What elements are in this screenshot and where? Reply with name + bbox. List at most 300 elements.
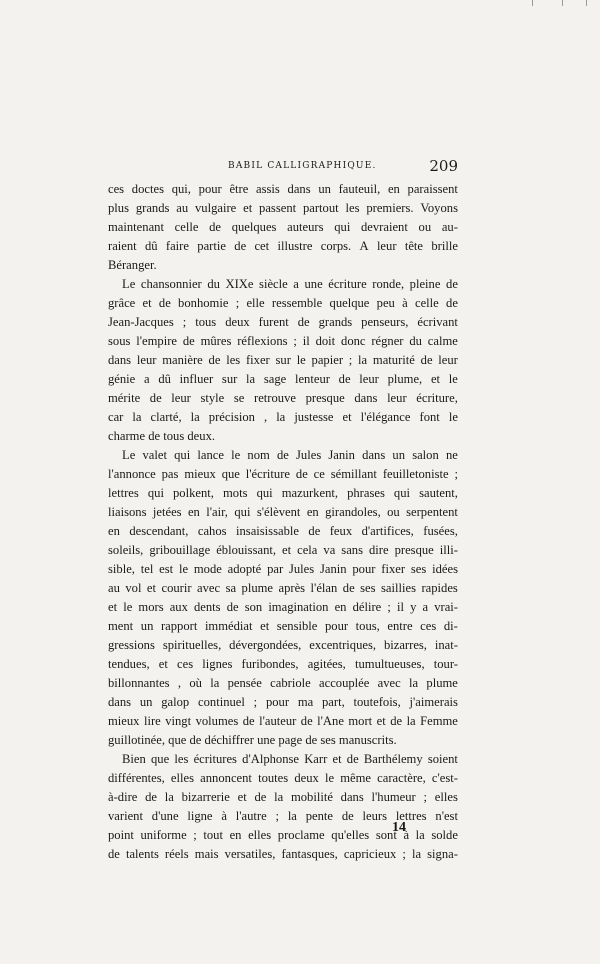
word: une	[304, 277, 323, 291]
word: même	[340, 771, 372, 785]
word: de	[297, 315, 310, 329]
word: sur	[221, 372, 238, 386]
word: dans	[287, 182, 311, 196]
word: toutes	[258, 771, 289, 785]
word: dans	[108, 695, 132, 709]
word: spirituelles,	[162, 638, 222, 652]
word: auteurs	[287, 220, 324, 234]
word: lignes	[202, 657, 233, 671]
word: qui	[256, 486, 273, 500]
word: solde	[431, 828, 458, 842]
word: tumultueuses,	[354, 657, 425, 671]
word: pas	[161, 467, 179, 481]
word: génie	[108, 372, 136, 386]
word: délire	[352, 600, 382, 614]
word: font	[419, 410, 440, 424]
word: immédiat	[204, 619, 253, 633]
word: salon	[412, 448, 439, 462]
body-text	[108, 180, 458, 864]
word: presque	[394, 543, 434, 557]
text-line	[108, 636, 458, 655]
word: justesse	[294, 410, 334, 424]
word: dans	[108, 353, 132, 367]
word: le	[324, 771, 335, 785]
word: de	[446, 277, 458, 291]
word: bonhomie	[178, 296, 229, 310]
word: signa-	[427, 847, 458, 861]
word: l'élégance	[360, 410, 411, 424]
word: donc	[341, 334, 366, 348]
word: se	[233, 391, 245, 405]
text-line	[108, 617, 458, 636]
word: ressemble	[271, 296, 323, 310]
word: jetées	[152, 505, 182, 519]
word: Le	[122, 277, 136, 291]
word: assis	[256, 182, 280, 196]
word: de	[145, 790, 158, 804]
word: qui,	[171, 182, 191, 196]
word: car	[108, 410, 124, 424]
word: ;	[454, 467, 458, 481]
word: ;	[348, 353, 353, 367]
word: paraissent	[407, 182, 458, 196]
word: cahos	[197, 524, 227, 538]
word: en	[187, 505, 200, 519]
word: dire	[369, 543, 389, 557]
word: vingt	[165, 714, 192, 728]
word: plume	[241, 581, 274, 595]
word: a	[293, 277, 299, 291]
word: par	[267, 562, 284, 576]
text-line	[108, 769, 458, 788]
word: éblouissant,	[216, 543, 277, 557]
word: la	[246, 372, 256, 386]
text-line	[108, 275, 458, 294]
word: polkent,	[173, 486, 214, 500]
word: vol	[125, 581, 142, 595]
word: elle	[246, 296, 265, 310]
word: tête	[404, 239, 424, 253]
word: en	[108, 524, 120, 538]
word: serpentent	[406, 505, 458, 519]
word: où	[189, 676, 202, 690]
text-line	[108, 541, 458, 560]
text-line-content: Béranger.	[108, 258, 157, 272]
word: aux	[169, 600, 188, 614]
word: sur	[275, 353, 291, 367]
text-line	[108, 522, 458, 541]
word: bizarres,	[383, 638, 427, 652]
word: pour	[265, 695, 290, 709]
word: phrases	[347, 486, 385, 500]
text-line	[108, 446, 458, 465]
word: capricieux	[343, 847, 397, 861]
word: ligne	[187, 809, 213, 823]
word: mode	[193, 562, 222, 576]
word: A	[359, 239, 369, 253]
word: son	[244, 600, 263, 614]
word: qui	[174, 448, 191, 462]
word: tous	[195, 315, 217, 329]
word: furent	[258, 315, 289, 329]
text-line	[108, 503, 458, 522]
word: ;	[253, 695, 258, 709]
word: leur	[171, 391, 191, 405]
word: à-dire	[108, 790, 138, 804]
word: pente	[305, 809, 333, 823]
word: passent	[259, 201, 297, 215]
text-line	[108, 598, 458, 617]
word: deux	[294, 771, 319, 785]
word: un	[139, 695, 153, 709]
word: différentes,	[108, 771, 165, 785]
word: le	[296, 353, 306, 367]
word: est	[159, 562, 174, 576]
word: leur	[387, 391, 407, 405]
word: de	[276, 448, 289, 462]
text-line	[108, 332, 458, 351]
word: ;	[423, 790, 428, 804]
word: le	[448, 410, 458, 424]
word: de	[182, 334, 195, 348]
word: de	[308, 524, 321, 538]
word: Femme	[420, 714, 458, 728]
word: d'Alphonse	[242, 752, 299, 766]
word: à	[403, 828, 410, 842]
text-line	[108, 845, 458, 864]
word: style	[200, 391, 225, 405]
word: maturité	[372, 353, 415, 367]
word: l'Ane	[317, 714, 344, 728]
word: la	[132, 410, 142, 424]
word: ;	[275, 809, 279, 823]
word: saillies	[381, 581, 416, 595]
word: en	[334, 600, 347, 614]
word: la	[210, 676, 220, 690]
word: à	[402, 296, 408, 310]
word: Jules	[296, 448, 322, 462]
word: la	[415, 828, 425, 842]
scan-mark	[586, 0, 587, 6]
text-line	[108, 427, 458, 446]
scan-mark	[562, 0, 563, 6]
word: corps.	[320, 239, 352, 253]
word: Le	[122, 448, 136, 462]
word: d'artifices,	[361, 524, 414, 538]
word: sa	[225, 581, 237, 595]
word: fauteuil,	[338, 182, 381, 196]
word: sémillant	[330, 467, 377, 481]
word: écriture	[328, 277, 367, 291]
word: l'écriture	[245, 467, 290, 481]
text-line	[108, 484, 458, 503]
word: et	[342, 410, 352, 424]
word: manière	[162, 353, 203, 367]
word: fixer	[381, 562, 406, 576]
text-line	[108, 370, 458, 389]
word: plume	[426, 676, 458, 690]
word: et	[260, 619, 270, 633]
word: leur	[136, 353, 157, 367]
word: être	[229, 182, 249, 196]
word: ou	[387, 505, 400, 519]
word: Voyons	[420, 201, 458, 215]
word: la	[190, 410, 200, 424]
word: cabriole	[270, 676, 311, 690]
word: pour	[324, 619, 349, 633]
text-line	[108, 465, 458, 484]
word: ses	[410, 562, 427, 576]
word: la	[164, 790, 174, 804]
word: mazurkent,	[281, 486, 339, 500]
word: l'annonce	[108, 467, 156, 481]
word: et	[376, 714, 386, 728]
word: mais	[194, 847, 219, 861]
word: en	[306, 505, 319, 519]
word: précision	[208, 410, 255, 424]
word: fusées,	[423, 524, 458, 538]
word: celle	[174, 220, 199, 234]
word: grands	[318, 315, 353, 329]
word: ;	[193, 828, 197, 842]
word: billonnantes	[108, 676, 170, 690]
word: mors	[138, 600, 164, 614]
word: toutefois,	[353, 695, 401, 709]
word: du	[207, 277, 220, 291]
word: sible,	[108, 562, 135, 576]
word: leur	[376, 239, 397, 253]
word: courir	[161, 581, 192, 595]
word: versatiles,	[224, 847, 276, 861]
word: la	[406, 714, 416, 728]
word: dû	[144, 239, 158, 253]
word: imagination	[268, 600, 329, 614]
word: brille	[431, 239, 458, 253]
word: tout	[203, 828, 223, 842]
word: pour	[352, 562, 376, 576]
word: agitées,	[307, 657, 346, 671]
word: s'élèvent	[256, 505, 301, 519]
text-line	[108, 237, 458, 256]
word: l'humeur	[371, 790, 416, 804]
text-line	[108, 560, 458, 579]
word: la	[274, 790, 284, 804]
word: rapides	[421, 581, 458, 595]
word: et	[430, 372, 441, 386]
word: et	[108, 600, 118, 614]
word: leurs	[362, 809, 387, 823]
word: de	[254, 790, 267, 804]
word: un	[140, 619, 154, 633]
word: de	[300, 714, 313, 728]
word: de	[295, 467, 308, 481]
word: liaisons	[108, 505, 147, 519]
word: de	[209, 220, 221, 234]
word: illi-	[439, 543, 458, 557]
word: lenteur	[294, 372, 330, 386]
word: peu	[376, 296, 395, 310]
word: Jean-Jacques	[108, 315, 174, 329]
word: au	[176, 201, 189, 215]
text-line	[108, 693, 458, 712]
word: fantasques,	[281, 847, 338, 861]
word: plume,	[387, 372, 423, 386]
word: l'air,	[206, 505, 228, 519]
word: et	[332, 752, 342, 766]
word: pleine	[409, 277, 441, 291]
word: rapport	[160, 619, 198, 633]
word: le	[178, 562, 189, 576]
word: siècle	[259, 277, 288, 291]
word: mérite	[108, 391, 141, 405]
word: Karr	[304, 752, 328, 766]
word: mots	[223, 486, 248, 500]
word: écrivant	[417, 315, 458, 329]
word: de	[149, 391, 162, 405]
word: adopté	[227, 562, 262, 576]
word: ment	[108, 619, 134, 633]
word: qui	[234, 505, 251, 519]
word: a	[144, 372, 150, 386]
word: gressions	[108, 638, 155, 652]
word: avec	[197, 581, 221, 595]
word: a	[422, 600, 429, 614]
word: de	[234, 239, 247, 253]
word: la	[358, 353, 368, 367]
word: de	[226, 600, 239, 614]
word: raient	[108, 239, 137, 253]
word: c'est-	[431, 771, 458, 785]
word: grâce	[108, 296, 136, 310]
word: un	[318, 182, 331, 196]
word: réels	[164, 847, 189, 861]
word: papier	[311, 353, 344, 367]
word: les	[345, 201, 360, 215]
word: doctes	[131, 182, 164, 196]
word: mobilité	[290, 790, 333, 804]
word: du	[409, 334, 422, 348]
word: ne	[445, 448, 458, 462]
word: ces	[177, 657, 194, 671]
word: illustre	[277, 239, 313, 253]
word: ,	[177, 676, 182, 690]
word: pour	[198, 182, 222, 196]
word: elles	[434, 790, 458, 804]
signature-mark: 14	[392, 820, 406, 835]
word: talents	[125, 847, 159, 861]
word: l'élan	[310, 581, 338, 595]
word: il	[396, 600, 404, 614]
word: celle	[414, 296, 439, 310]
text-line	[108, 712, 458, 731]
word: qui	[334, 220, 351, 234]
word: sensible	[276, 619, 318, 633]
word: qui	[393, 486, 411, 500]
word: et	[282, 543, 292, 557]
word: entre	[387, 619, 413, 633]
word: soient	[427, 752, 458, 766]
text-line	[108, 408, 458, 427]
word: gribouillage	[149, 543, 211, 557]
word: ma	[297, 695, 314, 709]
word: nom	[247, 448, 270, 462]
word: et	[146, 581, 157, 595]
word: mieux	[108, 714, 140, 728]
word: que	[221, 467, 240, 481]
word: mûres	[200, 334, 232, 348]
word: chansonnier	[140, 277, 202, 291]
word: lettres	[108, 486, 139, 500]
word: qui	[147, 486, 164, 500]
word: uniforme	[140, 828, 187, 842]
word: réflexions	[237, 334, 288, 348]
word: la	[287, 809, 297, 823]
word: de	[108, 847, 120, 861]
scan-mark	[532, 0, 533, 6]
word: ;	[235, 296, 240, 310]
text-line-content: guillotinée, que de déchiffrer une page de ses manuscrits.	[108, 733, 397, 747]
word: XIXe	[225, 277, 254, 291]
word: dû	[158, 372, 171, 386]
word: varient	[108, 809, 143, 823]
word: de	[342, 581, 355, 595]
word: dans	[362, 448, 386, 462]
word: part,	[322, 695, 345, 709]
word: que	[151, 752, 170, 766]
word: grands	[135, 201, 170, 215]
word: tour-	[433, 657, 458, 671]
word: écritures	[193, 752, 237, 766]
word: au-	[441, 220, 458, 234]
text-line	[108, 256, 458, 275]
word: Janin	[328, 448, 355, 462]
word: doit	[315, 334, 336, 348]
word: après	[278, 581, 306, 595]
word: va	[323, 543, 336, 557]
word: maintenant	[108, 220, 164, 234]
word: galop	[161, 695, 190, 709]
word: sans	[341, 543, 363, 557]
word: de	[208, 353, 221, 367]
word: et	[243, 201, 253, 215]
word: le	[231, 448, 241, 462]
word: inat-	[434, 638, 458, 652]
word: continuel	[198, 695, 245, 709]
word: lettres	[395, 809, 427, 823]
word: l'auteur	[259, 714, 297, 728]
text-line-content: charme de tous deux.	[108, 429, 216, 443]
word: lance	[197, 448, 224, 462]
text-line	[108, 579, 458, 598]
word: Barthélemy	[363, 752, 423, 766]
text-line	[108, 313, 458, 332]
word: la	[411, 847, 422, 861]
word: lire	[143, 714, 161, 728]
word: bizarrerie	[181, 790, 230, 804]
word: premiers.	[366, 201, 414, 215]
word: vulgaire	[195, 201, 237, 215]
word: sous	[108, 334, 131, 348]
word: sage	[263, 372, 287, 386]
word: mort	[348, 714, 373, 728]
word: volumes	[195, 714, 239, 728]
word: quelques	[231, 220, 277, 234]
text-line	[108, 731, 458, 750]
word: qu'elles	[331, 828, 370, 842]
word: l'empire	[136, 334, 177, 348]
word: partie	[197, 239, 226, 253]
word: ou	[418, 220, 432, 234]
